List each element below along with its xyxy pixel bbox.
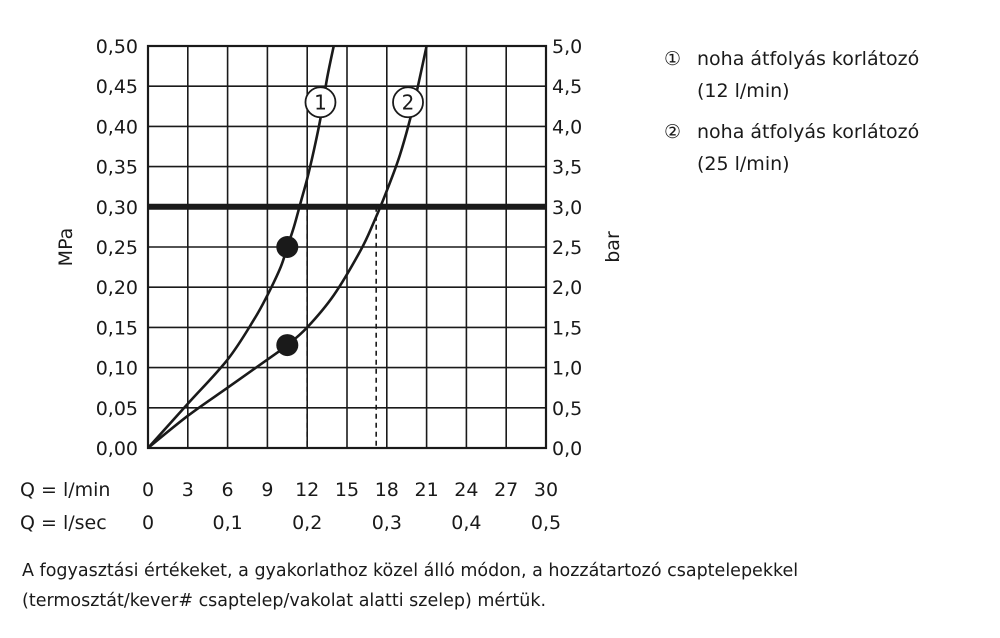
- x-row2-tick-label: 0,1: [212, 512, 243, 534]
- x-row1-tick-label: 30: [533, 479, 559, 501]
- y-left-tick-label: 0,30: [95, 196, 138, 219]
- curve-markers: [305, 87, 423, 117]
- operating-point-1: [276, 236, 298, 258]
- y-right-tick-label: 3,5: [552, 156, 583, 179]
- x-row2-label: Q = l/sec: [20, 512, 107, 534]
- y-left-tick-label: 0,45: [95, 76, 138, 99]
- x-row1-tick-label: 12: [295, 479, 320, 501]
- legend-sublabel-2: (25 l/min): [697, 153, 790, 175]
- x-row1-tick-label: 15: [334, 479, 360, 501]
- operating-points: [276, 236, 298, 356]
- x-row1-tick-label: 3: [181, 479, 194, 501]
- y-left-tick-label: 0,35: [95, 156, 138, 179]
- x-row1-tick-label: 0: [141, 479, 155, 501]
- x-row2-tick-label: 0,5: [530, 512, 562, 534]
- x-row1-tick-label: 6: [221, 479, 234, 501]
- x-row2-tick-label: 0,4: [451, 512, 482, 534]
- footnote-line-2: (termosztát/kever# csaptelep/vakolat alatti szelep) mértük.: [22, 591, 547, 611]
- y-left-tick-label: 0,05: [95, 397, 138, 420]
- x-row1-tick-label: 27: [494, 479, 519, 501]
- legend-symbol-1: ①: [664, 48, 682, 70]
- legend-label-1: noha átfolyás korlátozó: [697, 48, 920, 70]
- y-right-tick-label: 0,5: [552, 397, 583, 420]
- y-left-tick-label: 0,20: [95, 277, 138, 300]
- curve-marker-label-1: 1: [314, 90, 327, 115]
- x-row1-label: Q = l/min: [20, 479, 111, 501]
- y-right-tick-label: 1,5: [552, 317, 583, 340]
- y-right-tick-label: 0,0: [552, 438, 583, 460]
- x-row1-tick-label: 21: [414, 479, 439, 501]
- x-row2-tick-label: 0,2: [292, 512, 323, 534]
- y-left-tick-label: 0,25: [95, 237, 138, 259]
- footnote: [22, 556, 982, 616]
- legend: [664, 48, 919, 175]
- x-row1-tick-label: 9: [261, 479, 274, 501]
- grid: [148, 46, 546, 448]
- operating-point-2: [276, 334, 298, 356]
- y-right-tick-label: 4,0: [552, 116, 583, 139]
- y-right-tick-label: 5,0: [552, 36, 583, 58]
- y-right-tick-label: 2,5: [552, 237, 583, 259]
- y-left-tick-label: 0,15: [95, 317, 138, 340]
- curve-marker-label-2: 2: [401, 90, 415, 115]
- x-row1-tick-label: 24: [454, 479, 479, 501]
- legend-item-1: [664, 48, 919, 102]
- y-right-tick-label: 3,0: [552, 196, 583, 219]
- legend-sublabel-1: (12 l/min): [697, 80, 790, 102]
- y-right-axis-title: bar: [602, 231, 624, 263]
- legend-item-2: [664, 121, 919, 175]
- legend-label-2: noha átfolyás korlátozó: [697, 121, 920, 143]
- y-left-tick-label: 0,10: [95, 357, 138, 380]
- y-right-tick-label: 4,5: [552, 76, 583, 99]
- y-left-tick-label: 0,40: [95, 116, 138, 139]
- footnote-line-1: A fogyasztási értékeket, a gyakorlathoz közel álló módon, a hozzátartozó csaptelepekkel: [22, 561, 799, 581]
- y-right-tick-label: 1,0: [552, 357, 583, 380]
- y-right-tick-label: 2,0: [552, 277, 583, 300]
- x-row2-tick-label: 0,3: [371, 512, 402, 534]
- y-left-tick-label: 0,50: [95, 36, 138, 58]
- legend-symbol-2: ②: [664, 121, 682, 143]
- x-row1-tick-label: 18: [374, 479, 399, 501]
- y-left-tick-label: 0,00: [95, 438, 138, 460]
- x-row2-tick-label: 0: [141, 512, 155, 534]
- y-left-axis-title: MPa: [55, 227, 77, 267]
